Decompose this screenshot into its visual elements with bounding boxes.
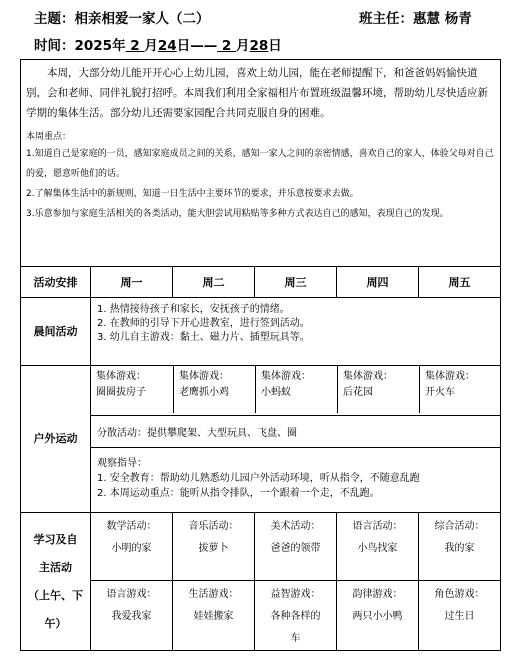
observe-item: 2. 本周运动重点：能听从指令排队，一个跟着一个走，不乱跑。 xyxy=(97,488,380,499)
study-label xyxy=(21,513,91,651)
activity-tue-1 xyxy=(173,513,255,581)
activity-wed-2 xyxy=(255,581,337,651)
corner-header: 活动安排 xyxy=(21,267,91,298)
group-game-wed xyxy=(256,366,338,413)
teacher-label: 班主任： xyxy=(359,11,413,27)
observe-title: 观察指导： xyxy=(97,458,147,469)
theme-line xyxy=(34,7,210,27)
group-game-fri xyxy=(420,366,500,413)
group-game-name: 圈圈拔房子 xyxy=(96,387,146,398)
activity-name: 小明的家 xyxy=(111,543,152,554)
end-day-value: 28 xyxy=(249,38,269,54)
start-month-value: 2 xyxy=(130,38,140,54)
activity-title: 韵律游戏： xyxy=(352,589,403,600)
activity-wed-1 xyxy=(255,513,337,581)
group-game-name: 后花园 xyxy=(343,387,373,398)
study-label-line: 午） xyxy=(44,616,67,630)
day-header-mon: 周一 xyxy=(91,267,173,298)
group-game-title: 集体游戏： xyxy=(425,371,475,382)
activity-mon-1 xyxy=(91,513,173,581)
group-game-name: 小蚂蚁 xyxy=(261,387,291,398)
outdoor-cell xyxy=(91,366,501,513)
morning-item: 2. 在教师的引导下开心进教室，进行签到活动。 xyxy=(97,318,310,329)
activity-name: 小鸟找家 xyxy=(357,543,398,554)
year-unit: 年 xyxy=(112,38,126,54)
key-point-2: 2.了解集体生活中的新规则，知道一日生活中主要环节的要求，并乐意按要求去做。 xyxy=(26,189,359,199)
morning-item: 1. 热情接待孩子和家长，安抚孩子的情绪。 xyxy=(97,304,290,315)
day-header-fri: 周五 xyxy=(419,267,501,298)
morning-item: 3. 幼儿自主游戏：黏土、磁力片、插塑玩具等。 xyxy=(97,332,310,343)
activity-title: 数学活动： xyxy=(106,521,157,532)
morning-cell xyxy=(91,298,501,366)
teacher-line xyxy=(359,7,472,27)
outdoor-label: 户外运动 xyxy=(21,366,91,513)
activity-name: 各种各样的车 xyxy=(270,611,321,644)
spread-games: 分散活动：提供攀爬架、大型玩具、飞盘、圈 xyxy=(91,415,500,447)
theme-label: 主题： xyxy=(34,11,75,27)
key-point-1: 1.知道自己是家庭的一员，感知家庭成员之间的关系，感知一家人之间的亲密情感，喜欢自己的家人，体验父母对自己的爱，愿意听他们的话。 xyxy=(26,149,494,179)
day-header-tue: 周二 xyxy=(173,267,255,298)
end-day-unit: 日 xyxy=(268,38,282,54)
group-game-title: 集体游戏： xyxy=(261,371,311,382)
group-game-title: 集体游戏： xyxy=(343,371,393,382)
end-month-unit: 月 xyxy=(236,38,250,54)
study-label-line: （上午、下 xyxy=(28,588,83,602)
end-month-value: 2 xyxy=(221,38,232,54)
time-label: 时间： xyxy=(34,38,75,54)
activity-name: 我的家 xyxy=(444,543,475,554)
group-game-thu xyxy=(338,366,420,413)
start-month-unit: 月 xyxy=(144,38,158,54)
group-game-name: 开火车 xyxy=(425,387,455,398)
day-header-wed: 周三 xyxy=(255,267,337,298)
teacher-names: 惠慧 杨青 xyxy=(413,11,472,27)
observe-guidance xyxy=(91,447,500,512)
start-day-value: 24 xyxy=(157,38,177,54)
group-game-title: 集体游戏： xyxy=(96,371,146,382)
activity-title: 语言游戏： xyxy=(106,589,157,600)
group-game-name: 老鹰抓小鸡 xyxy=(179,387,229,398)
activity-title: 生活游戏： xyxy=(188,589,239,600)
activity-title: 角色游戏： xyxy=(434,589,485,600)
weekly-plan-table xyxy=(20,59,501,651)
morning-label: 晨间活动 xyxy=(21,298,91,366)
day-header-thu: 周四 xyxy=(337,267,419,298)
group-game-title: 集体游戏： xyxy=(179,371,229,382)
activity-mon-2 xyxy=(91,581,173,651)
activity-title: 语言活动： xyxy=(352,521,403,532)
intro-paragraph: 本周，大部分幼儿能开开心心上幼儿园，喜欢上幼儿园，能在老师提醒下，和爸爸妈妈愉快道别，会和老师、同伴礼貌打招呼。本周我们利用全家福相片布置班级温馨环境，帮助幼儿尽快适应新学期的集体生活。部分幼儿还需要家园配合共同克服自身的困难。 xyxy=(26,67,488,119)
date-dash: —— xyxy=(190,38,218,54)
start-day-unit: 日 xyxy=(176,38,191,54)
time-line xyxy=(34,34,282,54)
group-game-tue xyxy=(174,366,256,413)
theme-title: 相亲相爱一家人（二） xyxy=(74,11,210,27)
activity-thu-2 xyxy=(337,581,419,651)
activity-thu-1 xyxy=(337,513,419,581)
activity-name: 我爱我家 xyxy=(111,611,152,622)
activity-name: 拔萝卜 xyxy=(198,543,229,554)
activity-name: 爸爸的领带 xyxy=(270,543,321,554)
key-heading: 本周重点： xyxy=(26,132,72,142)
activity-fri-2 xyxy=(419,581,501,651)
activity-fri-1 xyxy=(419,513,501,581)
start-day xyxy=(158,38,177,54)
activity-name: 娃娃搬家 xyxy=(193,611,234,622)
activity-title: 音乐活动： xyxy=(188,521,239,532)
activity-title: 益智游戏： xyxy=(270,589,321,600)
activity-name: 两只小小鸭 xyxy=(352,611,403,622)
activity-tue-2 xyxy=(173,581,255,651)
activity-title: 美术活动： xyxy=(270,521,321,532)
time-year: 2025 xyxy=(74,38,113,54)
activity-name: 过生日 xyxy=(444,611,475,622)
study-label-line: 主活动 xyxy=(39,560,72,574)
group-game-mon xyxy=(91,366,174,413)
key-point-3: 3.乐意参加与家庭生活相关的各类活动，能大胆尝试用粘贴等多种方式表达自己的感知，表现自己的发现。 xyxy=(26,209,449,219)
study-label-line: 学习及自 xyxy=(33,532,78,546)
end-month xyxy=(217,38,236,54)
start-month xyxy=(126,38,145,54)
activity-title: 综合活动： xyxy=(434,521,485,532)
intro-cell xyxy=(21,60,501,267)
observe-item: 1. 安全教育：帮助幼儿熟悉幼儿园户外活动环境，听从指令，不随意乱跑 xyxy=(97,473,420,484)
group-games-row xyxy=(91,366,500,415)
end-day xyxy=(250,38,269,54)
